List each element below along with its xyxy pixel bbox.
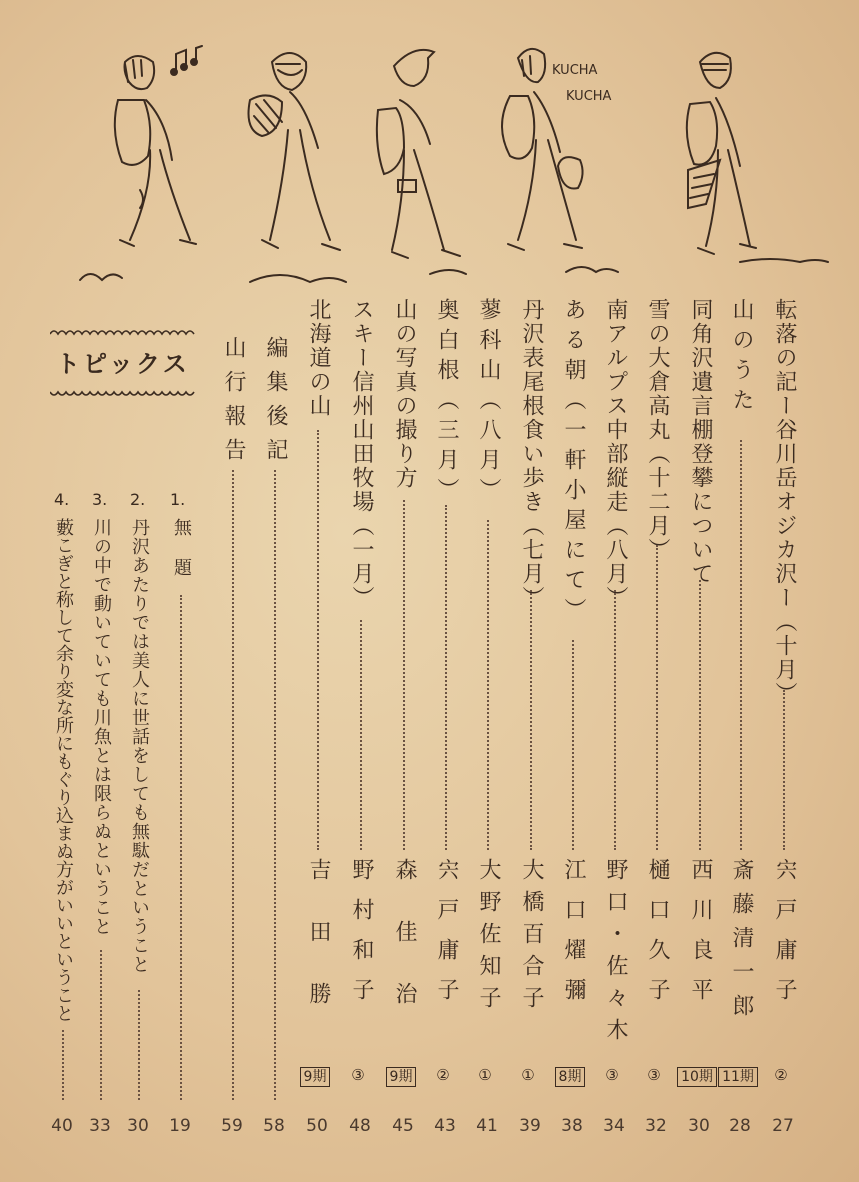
entry-page: 27 — [772, 1116, 794, 1136]
contents-entry — [510, 0, 550, 1182]
leader-dots — [783, 690, 785, 850]
leader-dots — [572, 640, 574, 850]
leader-dots — [317, 430, 319, 850]
entry-page: 58 — [263, 1116, 285, 1136]
entry-author: 西川良平 — [688, 858, 713, 1018]
contents-entry — [594, 0, 634, 1182]
topic-item — [42, 0, 82, 1182]
contents-entry — [636, 0, 676, 1182]
topic-text: 川の中で動いていても川魚とは限らぬということ — [91, 518, 112, 936]
leader-dots — [699, 580, 701, 850]
entry-page: 48 — [349, 1116, 371, 1136]
contents-entry — [340, 0, 380, 1182]
entry-author: 吉田勝 — [306, 858, 331, 1044]
entry-title: 北海道の山 — [306, 298, 331, 418]
entry-page: 34 — [603, 1116, 625, 1136]
entry-page: 43 — [434, 1116, 456, 1136]
entry-title: 転落の記ー谷川岳オジカ沢ー（十月） — [772, 298, 797, 706]
leader-dots — [445, 505, 447, 850]
entry-title: 雪の大倉高丸（十二月） — [645, 298, 670, 562]
topic-text: 藪こぎと称して余り変な所にもぐり込まぬ方がいいということ — [53, 518, 74, 1022]
entry-page: 39 — [519, 1116, 541, 1136]
contents-entry — [720, 0, 760, 1182]
entry-author: 宍戸庸子 — [434, 858, 459, 1018]
leader-dots — [614, 590, 616, 850]
entry-page: 38 — [561, 1116, 583, 1136]
entry-note: 9期 — [381, 1066, 421, 1086]
entry-title: 南アルプス中部縦走（八月） — [603, 298, 628, 610]
kucha-text-2: KUCHA — [566, 89, 612, 104]
entry-page: 30 — [688, 1116, 710, 1136]
entry-title: 編集後記 — [263, 336, 288, 472]
leader-dots — [530, 590, 532, 850]
topic-text: 丹沢あたりでは美人に世話をしても無駄だということ — [129, 518, 150, 974]
topic-item — [80, 0, 120, 1182]
entry-title: 蓼科山（八月） — [476, 298, 501, 508]
entry-note: ① — [478, 1066, 492, 1084]
topic-number: 3. — [92, 490, 108, 509]
entry-note: ③ — [647, 1066, 661, 1084]
entry-author: 野村和子 — [349, 858, 374, 1018]
contents-entry — [383, 0, 423, 1182]
contents-entry — [679, 0, 719, 1182]
entry-title: 山のうた — [729, 298, 754, 418]
entry-author: 宍戸庸子 — [772, 858, 797, 1018]
topics-title: トピックス — [56, 350, 190, 378]
entry-page: 50 — [306, 1116, 328, 1136]
entry-title: 山行報告 — [221, 336, 246, 472]
leader-dots — [138, 990, 140, 1100]
entry-author: 斎藤清一郎 — [729, 858, 754, 1028]
topic-item — [160, 0, 200, 1182]
entry-page: 32 — [645, 1116, 667, 1136]
entry-title: 山の写真の撮り方 — [392, 298, 417, 490]
entry-author: 野口・佐々木 — [603, 858, 628, 1050]
topic-item — [118, 0, 158, 1182]
contents-entry — [212, 0, 252, 1182]
topic-number: 1. — [170, 490, 186, 509]
entry-page: 41 — [476, 1116, 498, 1136]
topic-text: 無題 — [171, 518, 192, 598]
entry-author: 樋口久子 — [645, 858, 670, 1018]
leader-dots — [740, 440, 742, 850]
entry-note: ③ — [605, 1066, 619, 1084]
contents-entry — [254, 0, 294, 1182]
entry-note: 8期 — [550, 1066, 590, 1086]
contents-entry — [763, 0, 803, 1182]
entry-title: 同角沢遺言棚登攀について — [688, 298, 713, 586]
entry-note: ③ — [351, 1066, 365, 1084]
leader-dots — [656, 545, 658, 850]
leader-dots — [360, 620, 362, 850]
leader-dots — [487, 520, 489, 850]
entry-author: 森佳治 — [392, 858, 417, 1044]
entry-note: ② — [436, 1066, 450, 1084]
topic-page: 19 — [169, 1116, 191, 1136]
entry-author: 大橋百合子 — [519, 858, 544, 1018]
leader-dots — [180, 595, 182, 1100]
entry-note: ① — [521, 1066, 535, 1084]
kucha-text-1: KUCHA — [552, 63, 598, 78]
entry-author: 江口燿彌 — [561, 858, 586, 1018]
topic-page: 40 — [51, 1116, 73, 1136]
contents-entry — [425, 0, 465, 1182]
leader-dots — [232, 470, 234, 1100]
contents-entry — [467, 0, 507, 1182]
entry-author: 大野佐知子 — [476, 858, 501, 1018]
entry-title: 奥白根（三月） — [434, 298, 459, 508]
leader-dots — [100, 950, 102, 1100]
topic-page: 33 — [89, 1116, 111, 1136]
entry-title: 丹沢表尾根食い歩き（七月） — [519, 298, 544, 610]
leader-dots — [403, 500, 405, 850]
contents-entry — [552, 0, 592, 1182]
topic-number: 4. — [54, 490, 70, 509]
contents-entry — [297, 0, 337, 1182]
entry-note: ② — [774, 1066, 788, 1084]
entry-title: ある朝（一軒小屋にて） — [561, 298, 586, 628]
entry-note: 11期 — [718, 1066, 758, 1086]
entry-note: 10期 — [677, 1066, 717, 1086]
leader-dots — [274, 470, 276, 1100]
entry-page: 28 — [729, 1116, 751, 1136]
entry-title: スキー信州山田牧場（一月） — [349, 298, 374, 610]
entry-page: 59 — [221, 1116, 243, 1136]
topic-page: 30 — [127, 1116, 149, 1136]
entry-note: 9期 — [295, 1066, 335, 1086]
leader-dots — [62, 1030, 64, 1100]
entry-page: 45 — [392, 1116, 414, 1136]
topic-number: 2. — [130, 490, 146, 509]
